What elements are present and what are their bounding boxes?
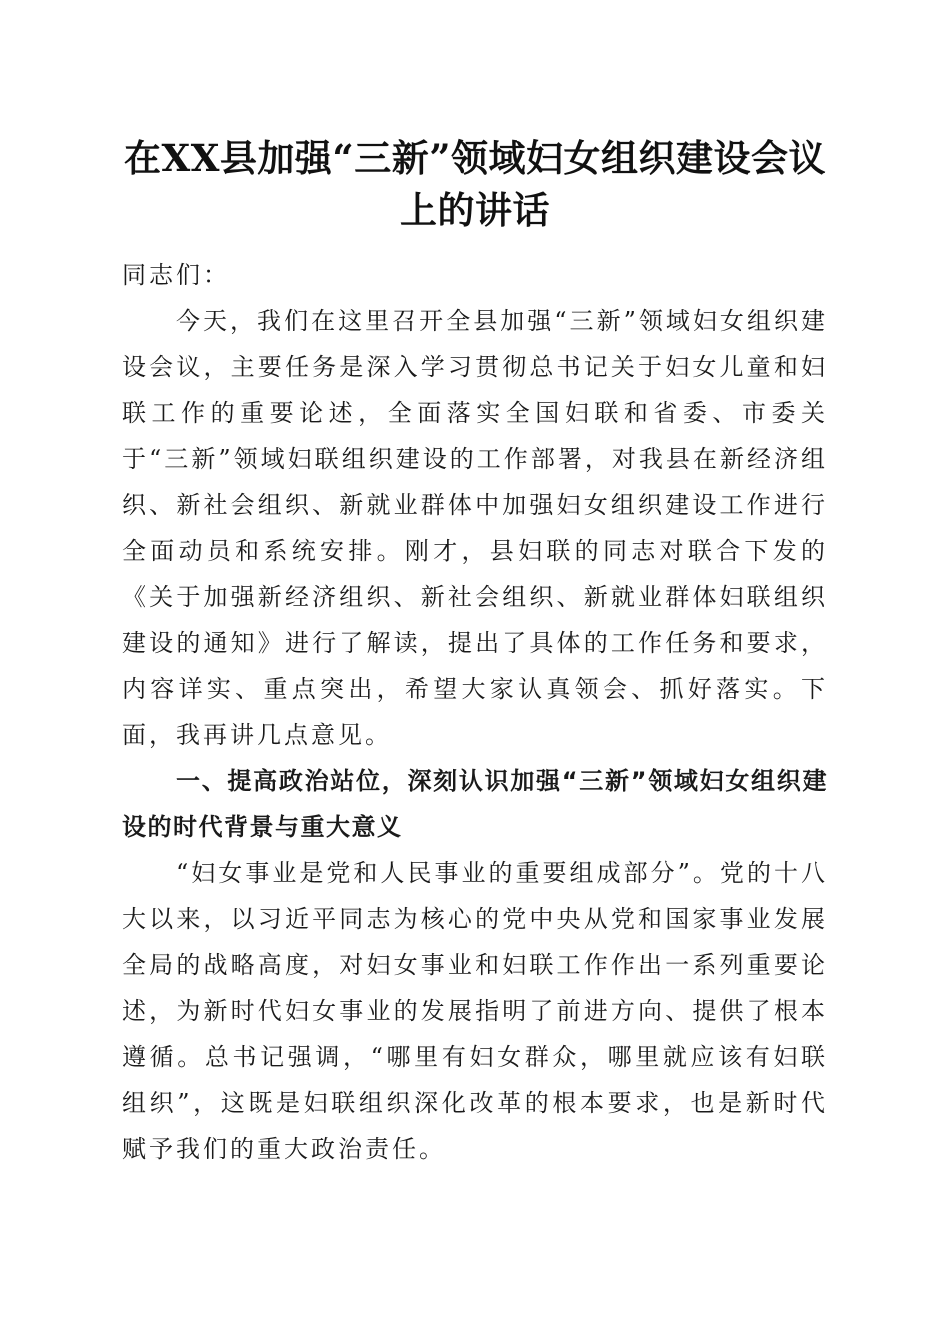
paragraph-2: “妇女事业是党和人民事业的重要组成部分”。党的十八大以来，以习近平同志为核心的党中央从党和国家事业发展全局的战略高度，对妇女事业和妇联工作作出一系列重要论述，为新时代妇女事业的发展指明了前进方向、提供了根本遵循。总书记强调，“哪里有妇女群众，哪里就应该有妇联组织”，这既是妇联组织深化改革的根本要求，也是新时代赋予我们的重大政治责任。 [122, 859, 828, 1163]
document-title [100, 132, 850, 236]
document-body [122, 252, 828, 1172]
section-1-heading: 一、提高政治站位，深刻认识加强“三新”领域妇女组织建设的时代背景与重大意义 [122, 767, 828, 841]
paragraph-1: 今天，我们在这里召开全县加强“三新”领域妇女组织建设会议，主要任务是深入学习贯彻总书记关于妇女儿童和妇联工作的重要论述，全面落实全国妇联和省委、市委关于“三新”领域妇联组织建设的工作部署，对我县在新经济组织、新社会组织、新就业群体中加强妇女组织建设工作进行全面动员和系统安排。刚才，县妇联的同志对联合下发的《关于加强新经济组织、新社会组织、新就业群体妇联组织建设的通知》进行了解读，提出了具体的工作任务和要求，内容详实、重点突出，希望大家认真领会、抓好落实。下面，我再讲几点意见。 [122, 307, 828, 749]
title-line-2: 上的讲话 [400, 188, 550, 232]
title-line-1: 在XX县加强“三新”领域妇女组织建设会议 [124, 136, 826, 180]
salutation: 同志们： [122, 261, 230, 289]
